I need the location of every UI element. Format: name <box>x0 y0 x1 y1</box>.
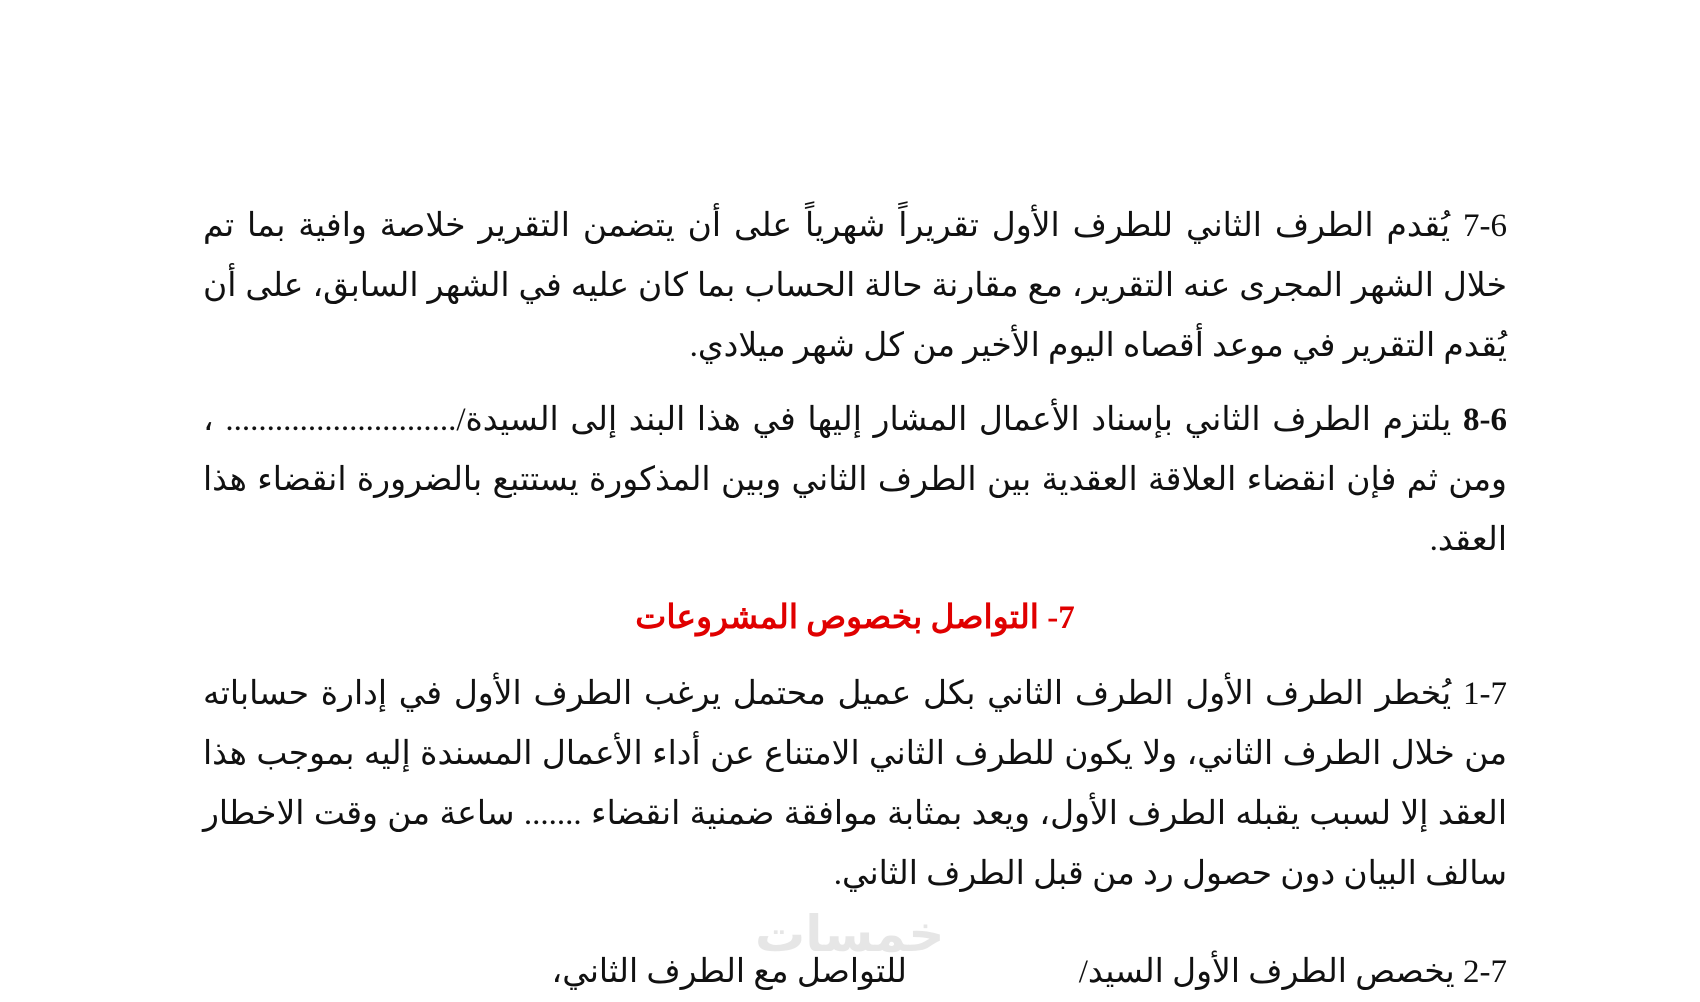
clause-6-8-number: 8-6 <box>1463 402 1507 438</box>
clause-7-2-part-a: 2-7 يخصص الطرف الأول السيد/ <box>1078 954 1507 990</box>
clause-6-7: 7-6 يُقدم الطرف الثاني للطرف الأول تقريراً شهرياً على أن يتضمن التقرير خلاصة وافية بما تم خلال الشهر المجرى عنه التقرير، مع مقارنة حالة الحساب بما كان عليه في الشهر السابق، على أن يُقدم التقرير في موعد أقصاه اليوم الأخير من كل شهر ميلادي. <box>203 208 1507 364</box>
clause-6-8-text: يلتزم الطرف الثاني بإسناد الأعمال المشار إليها في هذا البند إلى السيدة/............................ ، ومن ثم فإن انقضاء العلاقة العقدية بين الطرف الثاني وبين المذكورة يستتبع بالضرورة انقضاء هذا العقد. <box>203 402 1507 558</box>
section-heading: 7- التواصل بخصوص المشروعات <box>635 600 1075 636</box>
clause-7-2-part-b: للتواصل مع الطرف الثاني، <box>551 954 907 990</box>
clause-6-8 <box>203 390 1507 570</box>
document-body <box>203 196 1507 904</box>
clause-7-1: 1-7 يُخطر الطرف الأول الطرف الثاني بكل عميل محتمل يرغب الطرف الأول في إدارة حساباته من خلال الطرف الثاني، ولا يكون للطرف الثاني الامتناع عن أداء الأعمال المسندة إليه بموجب هذا العقد إلا لسبب يقبله الطرف الأول، ويعد بمثابة موافقة ضمنية انقضاء ....... ساعة من وقت الاخطار سالف البيان دون حصول رد من قبل الطرف الثاني. <box>203 676 1507 892</box>
watermark-logo: خمسات <box>755 905 945 963</box>
